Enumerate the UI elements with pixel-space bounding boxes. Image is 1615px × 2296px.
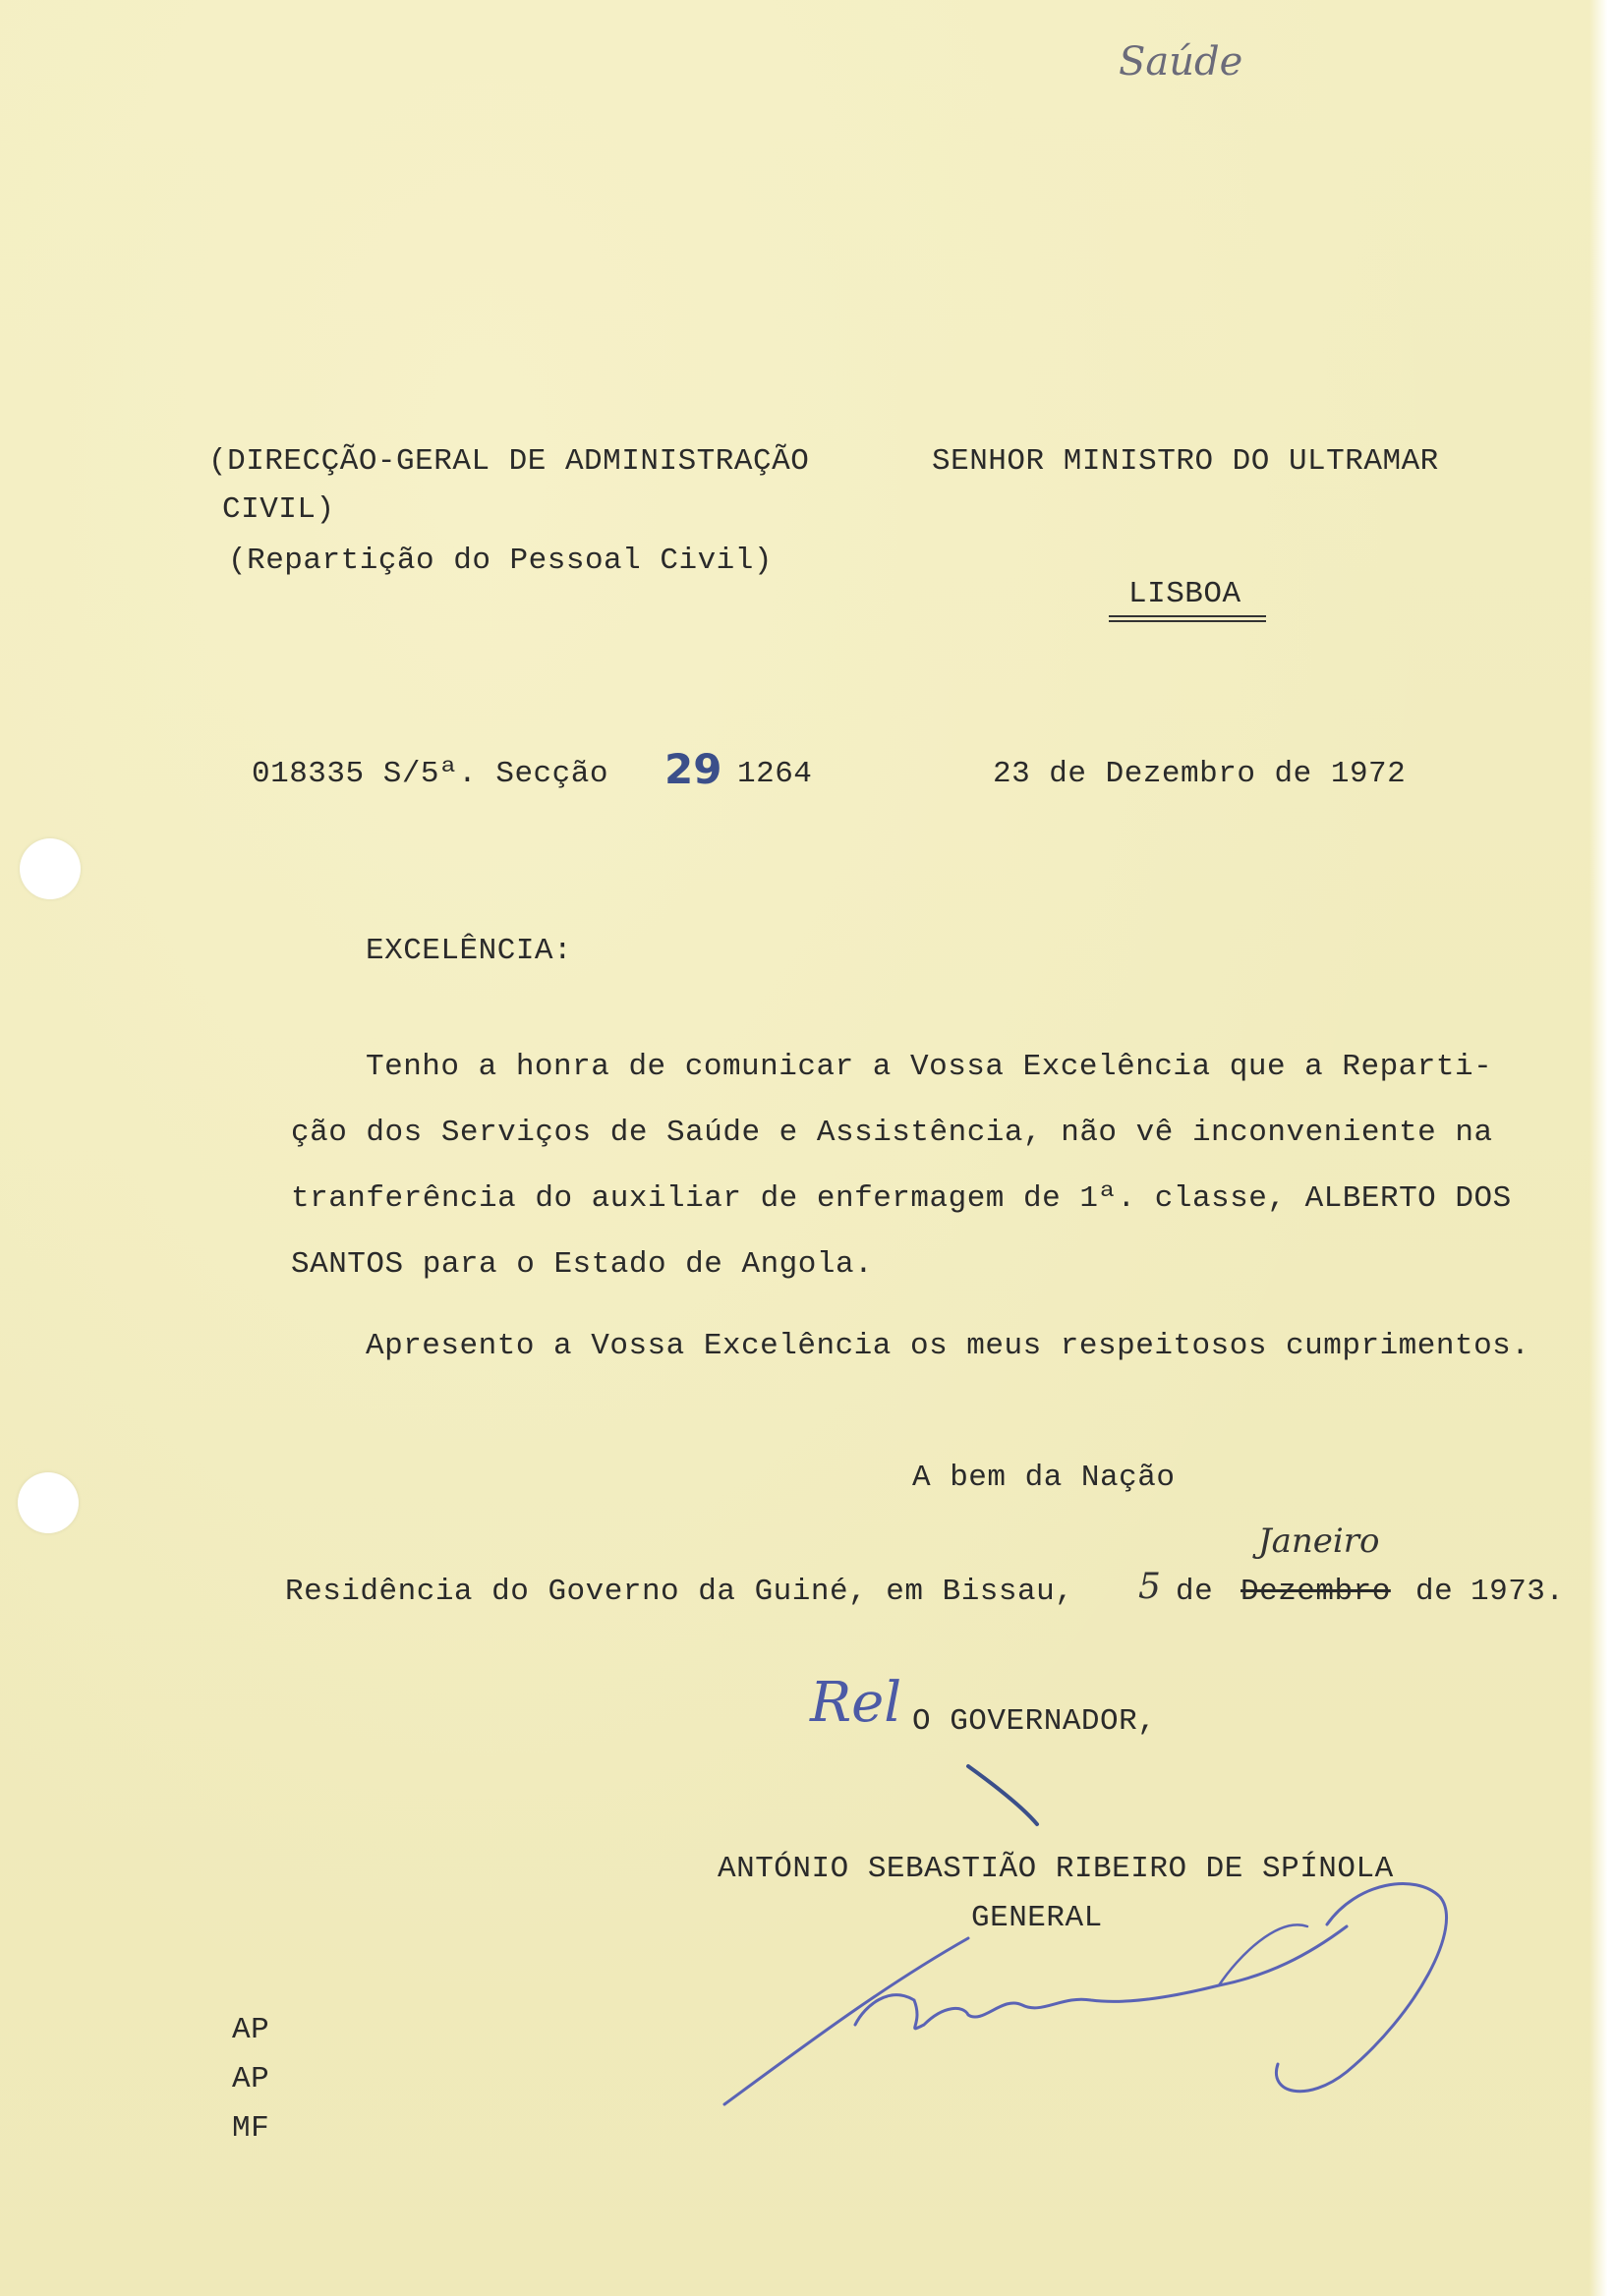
- paragraph-line: ção dos Serviços de Saúde e Assistência, não vê inconveniente na: [291, 1116, 1493, 1150]
- paragraph-line: Tenho a honra de comunicar a Vossa Excelência que a Reparti-: [366, 1050, 1493, 1084]
- paragraph-line: tranferência do auxiliar de enfermagem de 1ª. classe, ALBERTO DOS: [291, 1181, 1512, 1216]
- date-de-2: de: [1415, 1575, 1454, 1609]
- department-line-2: CIVIL): [222, 492, 335, 527]
- place-line: Residência do Governo da Guiné, em Bissau,: [285, 1575, 1074, 1609]
- salutation: EXCELÊNCIA:: [366, 934, 573, 968]
- check-mark-stroke: [968, 1766, 1037, 1824]
- stamp-number: 29: [664, 745, 722, 793]
- typist-initials: AP: [232, 2013, 270, 2047]
- signature-stroke: [724, 1938, 968, 2104]
- reference-number: 018335 S/5ª. Secção: [252, 757, 608, 791]
- handwritten-initials: Rel: [810, 1671, 902, 1735]
- signatory-role: O GOVERNADOR,: [912, 1704, 1157, 1739]
- typist-initials: AP: [232, 2062, 270, 2096]
- struck-month: Dezembro: [1240, 1575, 1391, 1609]
- annotation-top: Saúde: [1119, 39, 1243, 85]
- typist-initials: MF: [232, 2111, 270, 2146]
- document-date: 23 de Dezembro de 1972: [993, 757, 1407, 791]
- closing-line: Apresento a Vossa Excelência os meus respeitosos cumprimentos.: [366, 1329, 1530, 1363]
- document-number: 1264: [737, 757, 813, 791]
- city: LISBOA: [1128, 577, 1241, 611]
- signer-name: ANTÓNIO SEBASTIÃO RIBEIRO DE SPÍNOLA: [718, 1852, 1394, 1886]
- handwritten-month: Janeiro: [1258, 1521, 1380, 1561]
- signature-stroke: [1219, 1924, 1307, 1985]
- addressee: SENHOR MINISTRO DO ULTRAMAR: [932, 444, 1439, 479]
- department-line-1: (DIRECÇÃO-GERAL DE ADMINISTRAÇÃO: [208, 444, 810, 479]
- paragraph-line: SANTOS para o Estado de Angola.: [291, 1247, 874, 1282]
- date-de: de: [1176, 1575, 1214, 1609]
- signature-stroke: [1276, 1884, 1446, 2092]
- signature-stroke: [855, 1926, 1347, 2029]
- motto: A bem da Nação: [912, 1461, 1176, 1495]
- signer-rank: GENERAL: [971, 1901, 1103, 1935]
- department-line-3: (Repartição do Pessoal Civil): [228, 544, 773, 578]
- year: 1973.: [1471, 1575, 1565, 1609]
- handwritten-day: 5: [1138, 1567, 1161, 1607]
